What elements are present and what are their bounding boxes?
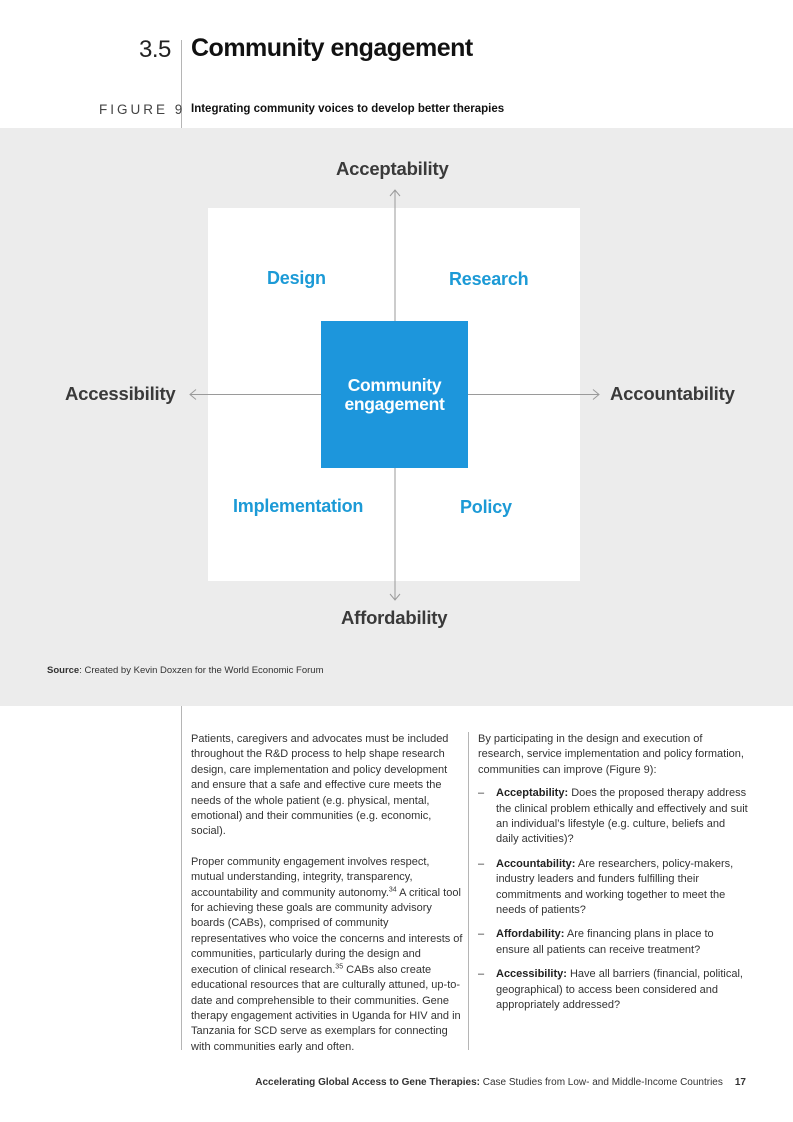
page-footer <box>255 1077 746 1088</box>
page-number: 17 <box>734 1077 746 1088</box>
axis-label-acceptability: Acceptability <box>336 158 449 179</box>
figure-label: FIGURE 9 <box>99 102 186 117</box>
footer-subtitle: Case Studies from Low- and Middle-Income Countries <box>479 1077 723 1088</box>
bullet-item: – Acceptability: Does the proposed therapy address the clinical problem ethically and effectively and suit an individual’s lifestyle (e.g. culture, beliefs and daily activities)? <box>478 787 748 846</box>
community-engagement-box <box>321 321 468 468</box>
footnote-ref-34: 34 <box>388 886 397 893</box>
figure-title: Integrating community voices to develop better therapies <box>191 103 505 115</box>
bullet-item: – Accountability: Are researchers, policy-makers, industry leaders and funders fulfilling their commitments and working together to meet the needs of patients? <box>478 857 734 917</box>
quadrant-label-implementation: Implementation <box>233 496 364 516</box>
source-label: Source <box>47 665 80 676</box>
footer-report-title: Accelerating Global Access to Gene Therapies: <box>255 1077 480 1088</box>
axis-label-accountability: Accountability <box>610 383 735 404</box>
bullet-item: – Accessibility: Have all barriers (financial, political, geographical) to access been considered and appropriately addressed? <box>478 968 743 1012</box>
axis-label-accessibility: Accessibility <box>65 383 176 404</box>
paragraph-2: Proper community engagement involves respect, mutual understanding, integrity, transparency, accountability and community autonomy.$^{34}$ A critical tool for achieving these goals are community advisory boards (CABs), comprised of community representatives who voice the concerns and interests of communities, particularly during the design and execution of clinical research.$^{35}$ CABs also create educational resources that are culturally attuned, up-to-date and comprehensible to their communities. Gene therapy engagement activities in Uganda for HIV and in Tanzania for SCD serve as exemplars for connecting with communities early and often. <box>191 855 463 1053</box>
paragraph-intro: By participating in the design and execution of research, service implementation and policy formation, communities can improve (Figure 9): <box>478 733 744 776</box>
source-text: : Created by Kevin Doxzen for the World Economic Forum <box>79 665 324 676</box>
body-column-right <box>478 732 750 1023</box>
footnote-ref-35: 35 <box>335 963 344 971</box>
bullet-item: – Affordability: Are financing plans in place to ensure all patients can receive treatment? <box>478 928 714 956</box>
section-title: Community engagement <box>191 34 473 62</box>
quadrant-label-design: Design <box>267 268 326 288</box>
figure-source <box>47 665 324 676</box>
center-label-line2: engagement <box>344 393 445 414</box>
paragraph-1: Patients, caregivers and advocates must be included throughout the R&D process to help shape research design, care implementation and policy development and ensure that a safe and effective cure meets the needs of the whole patient (e.g. physical, mental, emotional) and their communities (e.g. economic, social). <box>191 733 449 838</box>
quadrant-label-policy: Policy <box>460 497 512 517</box>
section-number: 3.5 <box>139 36 171 63</box>
body-column-left <box>191 732 463 1070</box>
axis-label-affordability: Affordability <box>341 607 448 628</box>
quadrant-label-research: Research <box>449 269 529 289</box>
center-label-line1: Community <box>347 374 442 395</box>
